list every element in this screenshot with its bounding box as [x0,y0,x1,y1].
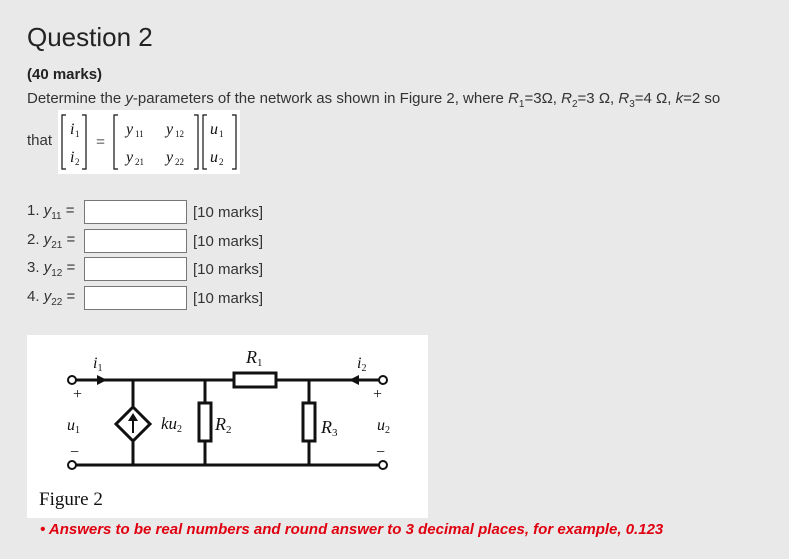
r3-value: =4 Ω, [634,90,676,107]
u2-minus: − [376,444,386,461]
u2-plus: + [373,386,383,403]
svg-text:12: 12 [175,129,184,139]
r2-value: =3 Ω, [577,90,619,107]
r1-symbol: R [508,90,519,107]
prompt-text: -parameters of the network as shown in Figure 2, where [132,90,509,107]
resistor-r2 [199,403,211,441]
r1-label: R1 [246,347,263,369]
svg-text:2: 2 [219,157,224,167]
terminal-2-top [379,376,387,384]
r3-symbol: R [618,90,630,107]
answer-label: 2. $y_{21}$ = [27,231,76,251]
y22-input[interactable] [84,286,187,310]
matrix-equation-image [58,110,240,174]
answer-label: 1. $y_{11}$ = [27,202,75,222]
svg-text:1: 1 [75,129,80,139]
r3-label: R3 [321,417,338,439]
question-marks: (40 marks) [27,66,103,83]
i1-label: i1 [93,355,103,374]
svg-text:i: i [70,149,75,166]
answer-row-y12 [27,255,263,283]
answer-row-y21 [27,227,263,255]
terminal-2-bottom [379,461,387,469]
svg-text:1: 1 [219,129,224,139]
svg-text:u: u [210,149,218,166]
k-symbol: k [675,90,684,107]
prompt-text: Determine the [27,90,126,107]
r1-subscript: 1 [518,99,525,110]
answer-row-y22 [27,284,263,312]
marks-label: [10 marks] [193,232,264,250]
u2-label: u2 [377,417,390,436]
marks-label: [10 marks] [193,289,264,307]
svg-text:y: y [126,149,134,166]
svg-text:11: 11 [135,129,144,139]
svg-text:=: = [96,134,106,151]
u1-plus: + [73,386,83,403]
figure-caption: Figure 2 [39,489,103,510]
svg-text:u: u [210,121,218,138]
answer-row-y11 [27,198,263,226]
resistor-r1 [234,373,276,387]
svg-text:y: y [126,121,134,138]
question-prompt [27,90,720,110]
svg-text:22: 22 [175,157,184,167]
u1-label: u1 [67,417,80,436]
marks-label: [10 marks] [193,203,264,221]
y-symbol: y [125,90,133,107]
svg-text:21: 21 [135,157,144,167]
svg-text:2: 2 [75,157,80,167]
i2-label: i2 [357,355,367,374]
svg-text:y: y [166,149,174,166]
k-value: =2 so [683,90,721,107]
that-label: that [27,132,53,149]
r2-subscript: 2 [571,99,578,110]
u1-minus: − [70,444,80,461]
marks-label: [10 marks] [193,260,264,278]
y12-input[interactable] [84,257,187,281]
terminal-1-top [68,376,76,384]
resistor-r3 [303,403,315,441]
y21-input[interactable] [84,229,187,253]
circuit-diagram [27,335,428,485]
r2-label: R2 [215,414,232,436]
svg-text:i: i [70,121,75,138]
r1-value: =3Ω, [524,90,562,107]
svg-text:y: y [166,121,174,138]
answer-label: 4. $y_{22}$ = [27,288,76,308]
r3-subscript: 3 [629,99,635,110]
answer-note: • Answers to be real numbers and round answer to 3 decimal places, for example, 0.123 [40,521,664,538]
terminal-1-bottom [68,461,76,469]
question-title: Question 2 [27,22,153,52]
circuit-figure [27,335,428,518]
answer-label: 3. $y_{12}$ = [27,259,76,279]
r2-symbol: R [561,90,572,107]
y11-input[interactable] [84,200,187,224]
ku2-label: ku2 [161,414,183,435]
